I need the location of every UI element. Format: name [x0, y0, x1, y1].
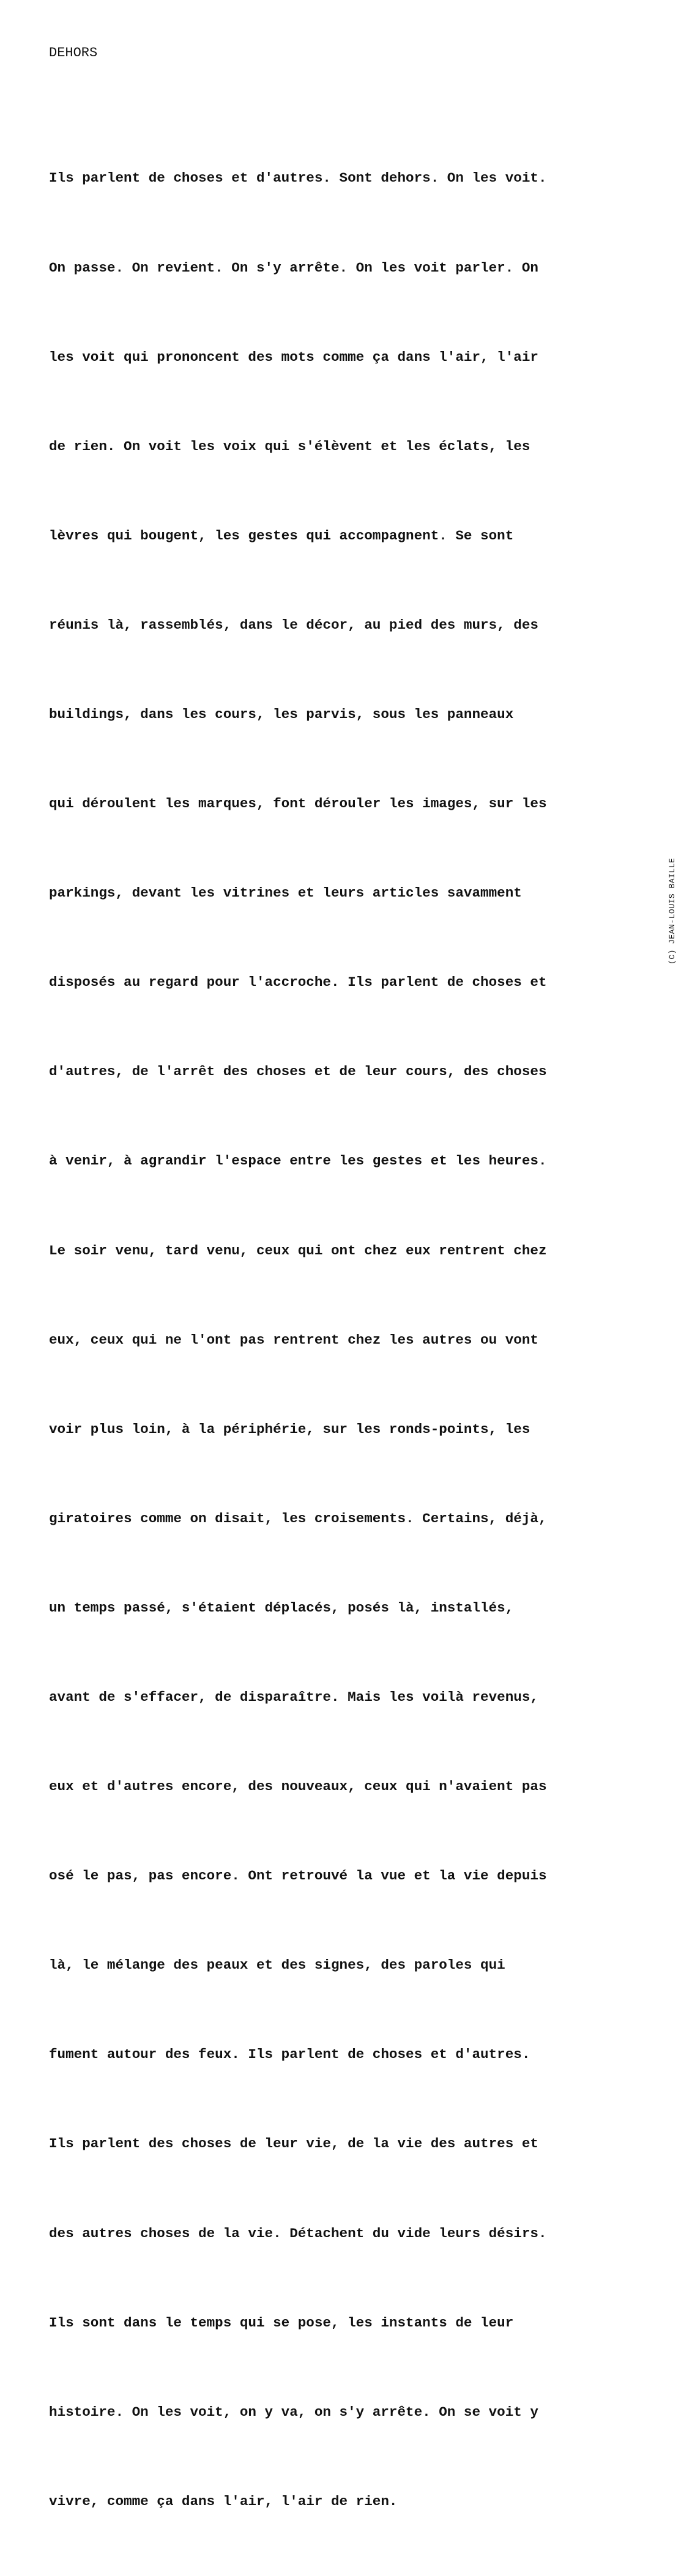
- text-line: un temps passé, s'étaient déplacés, posés là, installés,: [49, 1599, 514, 1616]
- text-line: disposés au regard pour l'accroche. Ils parlent de choses et: [49, 974, 547, 991]
- text-line: buildings, dans les cours, les parvis, sous les panneaux: [49, 706, 514, 722]
- text-line: de rien. On voit les voix qui s'élèvent et les éclats, les: [49, 438, 530, 454]
- text-line: là, le mélange des peaux et des signes, des paroles qui: [49, 1957, 505, 1974]
- text-line: fument autour des feux. Ils parlent de choses et d'autres.: [49, 2046, 530, 2063]
- text-line: parkings, devant les vitrines et leurs articles savamment: [49, 885, 522, 901]
- text-line: qui déroulent les marques, font dérouler les images, sur les: [49, 796, 547, 812]
- text-line: eux et d'autres encore, des nouveaux, ceux qui n'avaient pas: [49, 1778, 547, 1795]
- text-line: On passe. On revient. On s'y arrête. On les voit parler. On: [49, 259, 538, 276]
- text-line: Ils parlent des choses de leur vie, de la vie des autres et: [49, 2136, 538, 2152]
- text-line: eux, ceux qui ne l'ont pas rentrent chez les autres ou vont: [49, 1331, 538, 1348]
- text-line: osé le pas, pas encore. Ont retrouvé la vue et la vie depuis: [49, 1868, 547, 1884]
- text-line: Le soir venu, tard venu, ceux qui ont chez eux rentrent chez: [49, 1242, 547, 1259]
- text-line: voir plus loin, à la périphérie, sur les ronds-points, les: [49, 1421, 530, 1437]
- text-line: à venir, à agrandir l'espace entre les gestes et les heures.: [49, 1153, 547, 1169]
- text-line: vivre, comme ça dans l'air, l'air de rien.: [49, 2493, 398, 2509]
- text-line: des autres choses de la vie. Détachent du vide leurs désirs.: [49, 2225, 547, 2241]
- text-line: réunis là, rassemblés, dans le décor, au pied des murs, des: [49, 616, 538, 633]
- text-line: histoire. On les voit, on y va, on s'y arrête. On se voit y: [49, 2404, 538, 2420]
- text-line: d'autres, de l'arrêt des choses et de leur cours, des choses: [49, 1064, 547, 1080]
- text-line: les voit qui prononcent des mots comme ça dans l'air, l'air: [49, 349, 538, 365]
- copyright-notice: (C) JEAN-LOUIS BAILLE: [668, 857, 677, 964]
- text-line: Ils sont dans le temps qui se pose, les instants de leur: [49, 2314, 514, 2331]
- text-line: giratoires comme on disait, les croisements. Certains, déjà,: [49, 1510, 547, 1527]
- document-title: DEHORS: [49, 45, 98, 61]
- document-body: [49, 104, 661, 2576]
- text-line: lèvres qui bougent, les gestes qui accompagnent. Se sont: [49, 527, 514, 544]
- text-line: avant de s'effacer, de disparaître. Mais les voilà revenus,: [49, 1689, 538, 1705]
- text-line: Ils parlent de choses et d'autres. Sont dehors. On les voit.: [49, 170, 547, 187]
